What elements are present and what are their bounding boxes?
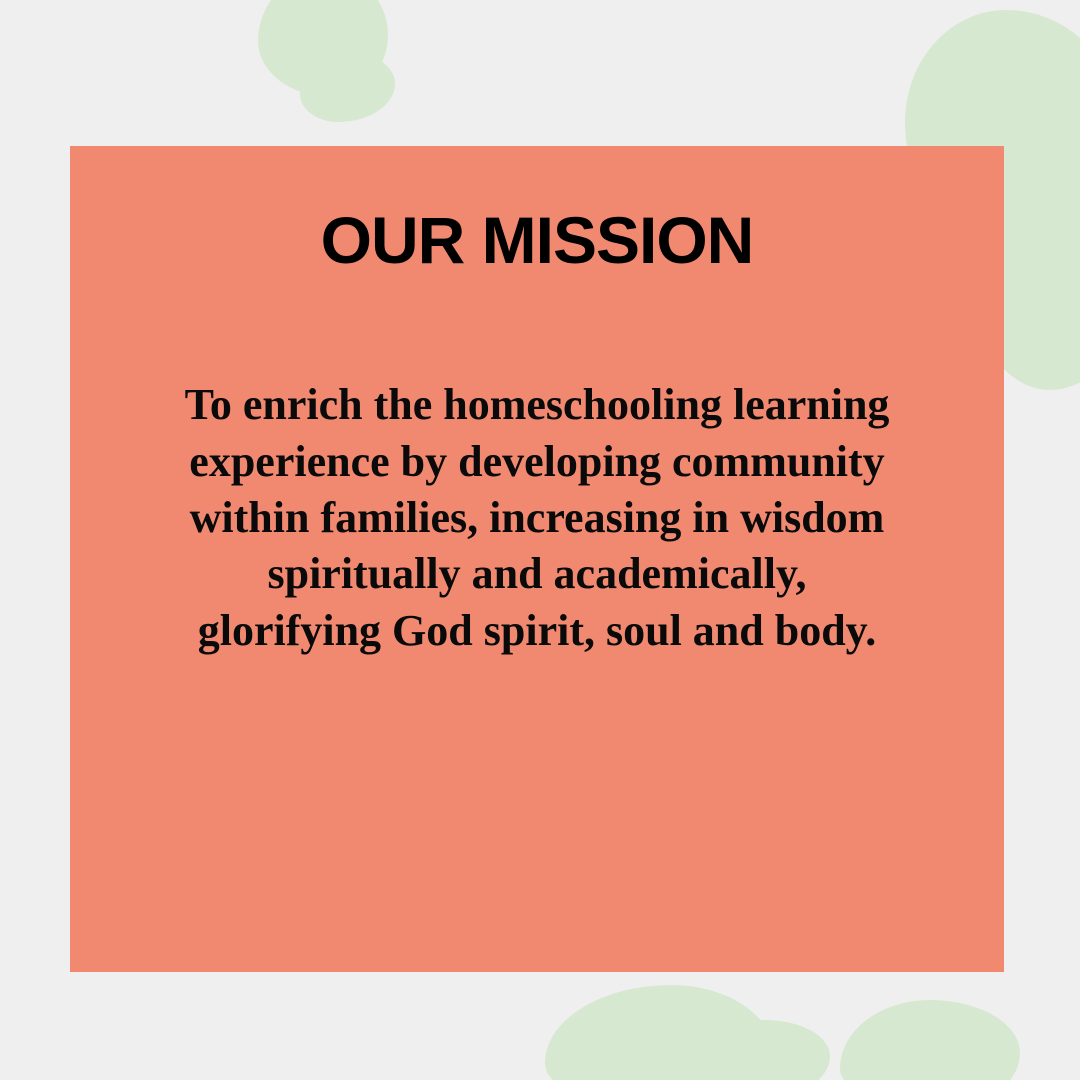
decorative-blob-icon bbox=[545, 985, 775, 1080]
page-title: OUR MISSION bbox=[320, 203, 754, 277]
decorative-blob-icon bbox=[840, 1000, 1020, 1080]
mission-card bbox=[70, 146, 1004, 972]
decorative-blob-icon bbox=[700, 1020, 830, 1080]
decorative-blob-icon bbox=[258, 0, 388, 97]
decorative-blob-icon bbox=[300, 52, 395, 122]
mission-statement-text: To enrich the homeschooling learning experience by developing community within families, increasing in wisdom spiritually and academically, glorifying God spirit, soul and body. bbox=[184, 380, 890, 655]
